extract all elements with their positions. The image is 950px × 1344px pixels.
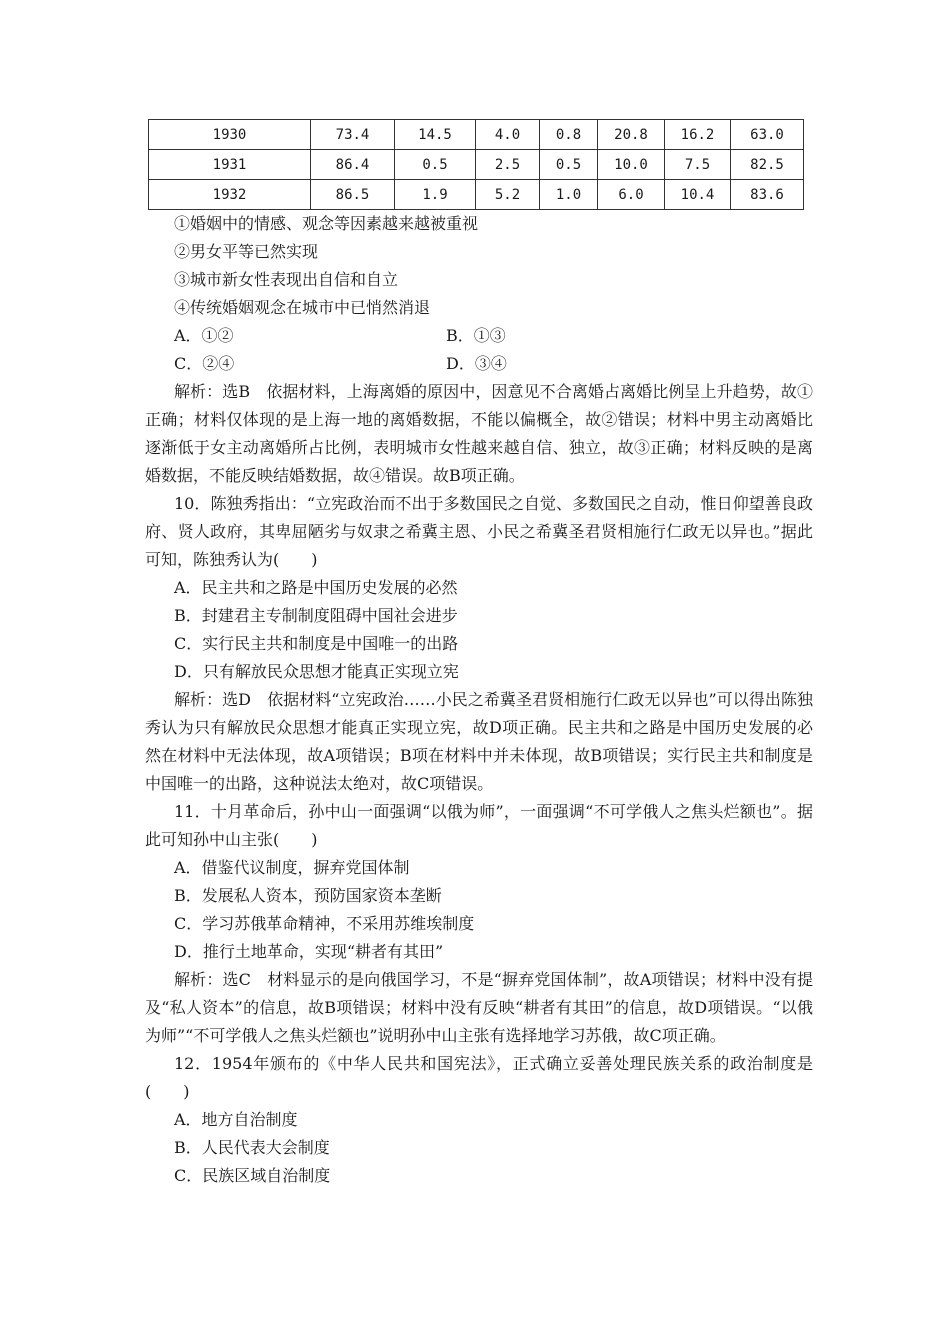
value-cell: 63.0 [731,120,804,150]
q9-option-a: A．①② [174,326,234,345]
q12-option-b: B．人民代表大会制度 [174,1138,330,1157]
table-body [149,120,804,210]
value-cell: 6.0 [598,180,665,210]
q11-option-b: B．发展私人资本，预防国家资本垄断 [174,886,442,905]
value-cell: 4.0 [476,120,540,150]
q9-item-3: ③城市新女性表现出自信和自立 [174,270,399,289]
q11-option-d: D．推行土地革命，实现“耕者有其田” [174,942,444,961]
q9-options-row-1 [145,322,813,350]
value-cell: 86.5 [311,180,395,210]
value-cell: 1.9 [395,180,476,210]
value-cell: 73.4 [311,120,395,150]
year-cell: 1931 [149,150,311,180]
q9-option-d: D．③④ [446,354,507,373]
q10-stem: 10．陈独秀指出：“立宪政治而不出于多数国民之自觉、多数国民之自动，惟日仰望善良政府、贤人政府，其卑屈陋劣与奴隶之希冀主恩、小民之希冀圣君贤相施行仁政无以异也。”据此可知，陈独秀认为( ) [145,494,813,569]
divorce-data-table [148,119,804,210]
value-cell: 0.8 [540,120,598,150]
value-cell: 14.5 [395,120,476,150]
q12-stem: 12．1954年颁布的《中华人民共和国宪法》，正式确立妥善处理民族关系的政治制度是( ) [145,1054,813,1101]
q9-option-c: C．②④ [174,354,235,373]
table-row [149,120,804,150]
value-cell: 0.5 [395,150,476,180]
q12-option-c: C．民族区域自治制度 [174,1166,331,1185]
q9-option-b: B．①③ [446,326,506,345]
value-cell: 83.6 [731,180,804,210]
value-cell: 7.5 [665,150,731,180]
value-cell: 5.2 [476,180,540,210]
q10-option-c: C．实行民主共和制度是中国唯一的出路 [174,634,459,653]
year-cell: 1930 [149,120,311,150]
year-cell: 1932 [149,180,311,210]
q11-stem: 11．十月革命后，孙中山一面强调“以俄为师”，一面强调“不可学俄人之焦头烂额也”。据此可知孙中山主张( ) [145,802,813,849]
q10-option-a: A．民主共和之路是中国历史发展的必然 [174,578,458,597]
table-row [149,180,804,210]
value-cell: 2.5 [476,150,540,180]
q9-options-row-2 [145,350,813,378]
q11-option-c: C．学习苏俄革命精神，不采用苏维埃制度 [174,914,475,933]
q9-item-2: ②男女平等已然实现 [174,242,319,261]
q10-option-b: B．封建君主专制制度阻碍中国社会进步 [174,606,458,625]
q11-option-a: A．借鉴代议制度，摒弃党国体制 [174,858,410,877]
value-cell: 10.0 [598,150,665,180]
value-cell: 82.5 [731,150,804,180]
table-row [149,150,804,180]
q10-option-d: D．只有解放民众思想才能真正实现立宪 [174,662,459,681]
q10-analysis: 解析：选D 依据材料“立宪政治……小民之希冀圣君贤相施行仁政无以异也”可以得出陈独秀认为只有解放民众思想才能真正实现立宪，故D项正确。民主共和之路是中国历史发展的必然在材料中无法体现，故A项错误；B项在材料中并未体现，故B项错误；实行民主共和制度是中国唯一的出路，这种说法太绝对，故C项错误。 [145,690,813,793]
q9-item-1: ①婚姻中的情感、观念等因素越来越被重视 [174,214,479,233]
value-cell: 16.2 [665,120,731,150]
q9-analysis: 解析：选B 依据材料，上海离婚的原因中，因意见不合离婚占离婚比例呈上升趋势，故①正确；材料仅体现的是上海一地的离婚数据，不能以偏概全，故②错误；材料中男主动离婚比逐渐低于女主动离婚所占比例，表明城市女性越来越自信、独立，故③正确；材料反映的是离婚数据，不能反映结婚数据，故④错误。故B项正确。 [145,382,813,485]
value-cell: 10.4 [665,180,731,210]
question-content [145,210,813,1190]
value-cell: 20.8 [598,120,665,150]
value-cell: 1.0 [540,180,598,210]
q11-analysis: 解析：选C 材料显示的是向俄国学习，不是“摒弃党国体制”，故A项错误；材料中没有提及“私人资本”的信息，故B项错误；材料中没有反映“耕者有其田”的信息，故D项错误。“以俄为师”“不可学俄人之焦头烂额也”说明孙中山主张有选择地学习苏俄，故C项正确。 [145,970,813,1045]
value-cell: 0.5 [540,150,598,180]
q9-item-4: ④传统婚姻观念在城市中已悄然消退 [174,298,431,317]
q12-option-a: A．地方自治制度 [174,1110,298,1129]
value-cell: 86.4 [311,150,395,180]
